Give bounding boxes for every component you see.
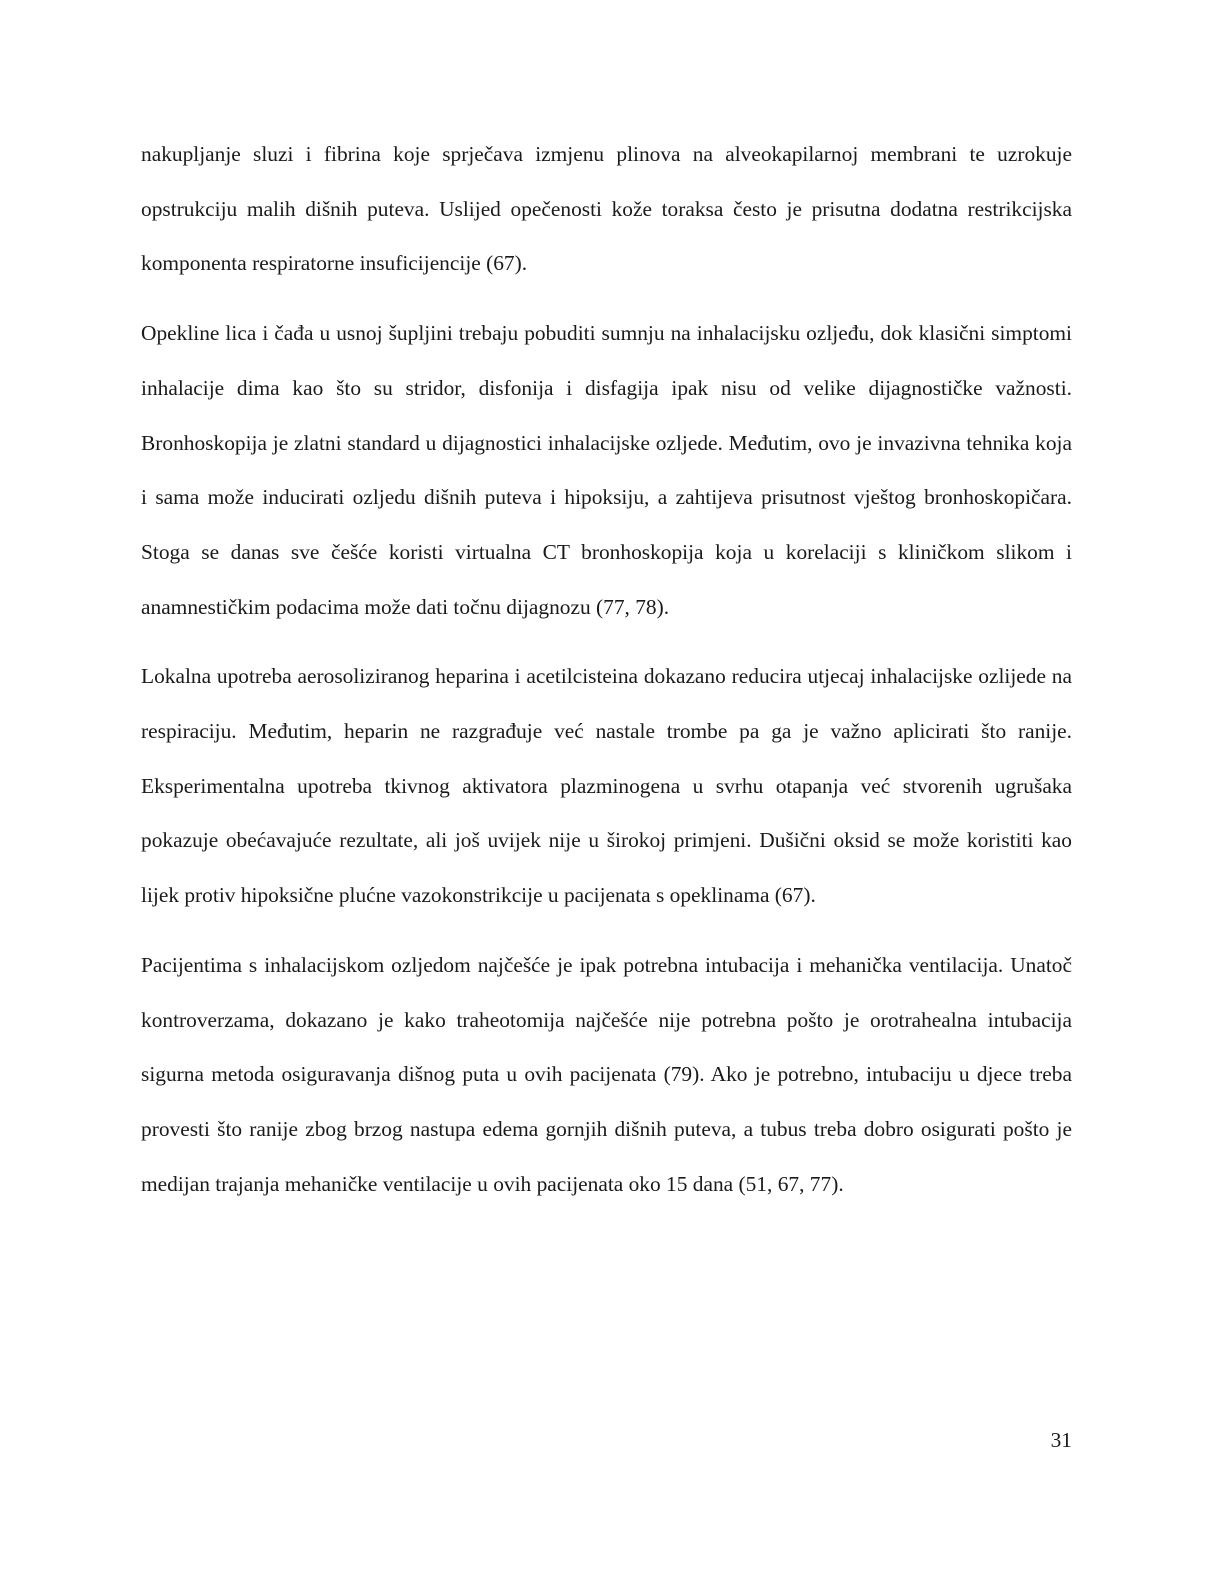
paragraph-2: Opekline lica i čađa u usnoj šupljini trebaju pobuditi sumnju na inhalacijsku ozljeđu, dok klasični simptomi inhalacije dima kao što su stridor, disfonija i disfagija ipak nisu od velike dijagnostičke važnosti. Bronhoskopija je zlatni standard u dijagnostici inhalacijske ozljede. Međutim, ovo je invazivna tehnika koja i sama može inducirati ozljedu dišnih puteva i hipoksiju, a zahtijeva prisutnost vještog bronhoskopičara. Stoga se danas sve češće koristi virtualna CT bronhoskopija koja u korelaciji s kliničkom slikom i anamnestičkim podacima može dati točnu dijagnozu (77, 78). <box>141 321 1072 619</box>
paragraph-3: Lokalna upotreba aerosoliziranog heparina i acetilcisteina dokazano reducira utjecaj inhalacijske ozlijede na respiraciju. Međutim, heparin ne razgrađuje već nastale trombe pa ga je važno aplicirati što ranije. Eksperimentalna upotreba tkivnog aktivatora plazminogena u svrhu otapanja već stvorenih ugrušaka pokazuje obećavajuće rezultate, ali još uvijek nije u širokoj primjeni. Dušični oksid se može koristiti kao lijek protiv hipoksične plućne vazokonstrikcije u pacijenata s opeklinama (67). <box>141 664 1072 908</box>
page-number: 31 <box>1050 1428 1072 1452</box>
paragraph-1: nakupljanje sluzi i fibrina koje sprječava izmjenu plinova na alveokapilarnoj membrani te uzrokuje opstrukciju malih dišnih puteva. Uslijed opečenosti kože toraksa često je prisutna dodatna restrikcijska komponenta respiratorne insuficijencije (67). <box>141 142 1072 276</box>
paragraph-4: Pacijentima s inhalacijskom ozljedom najčešće je ipak potrebna intubacija i mehanička ventilacija. Unatoč kontroverzama, dokazano je kako traheotomija najčešće nije potrebna pošto je orotrahealna intubacija sigurna metoda osiguravanja dišnog puta u ovih pacijenata (79). Ako je potrebno, intubaciju u djece treba provesti što ranije zbog brzog nastupa edema gornjih dišnih puteva, a tubus treba dobro osigurati pošto je medijan trajanja mehaničke ventilacije u ovih pacijenata oko 15 dana (51, 67, 77). <box>141 952 1072 1196</box>
body-text <box>141 127 1072 1226</box>
